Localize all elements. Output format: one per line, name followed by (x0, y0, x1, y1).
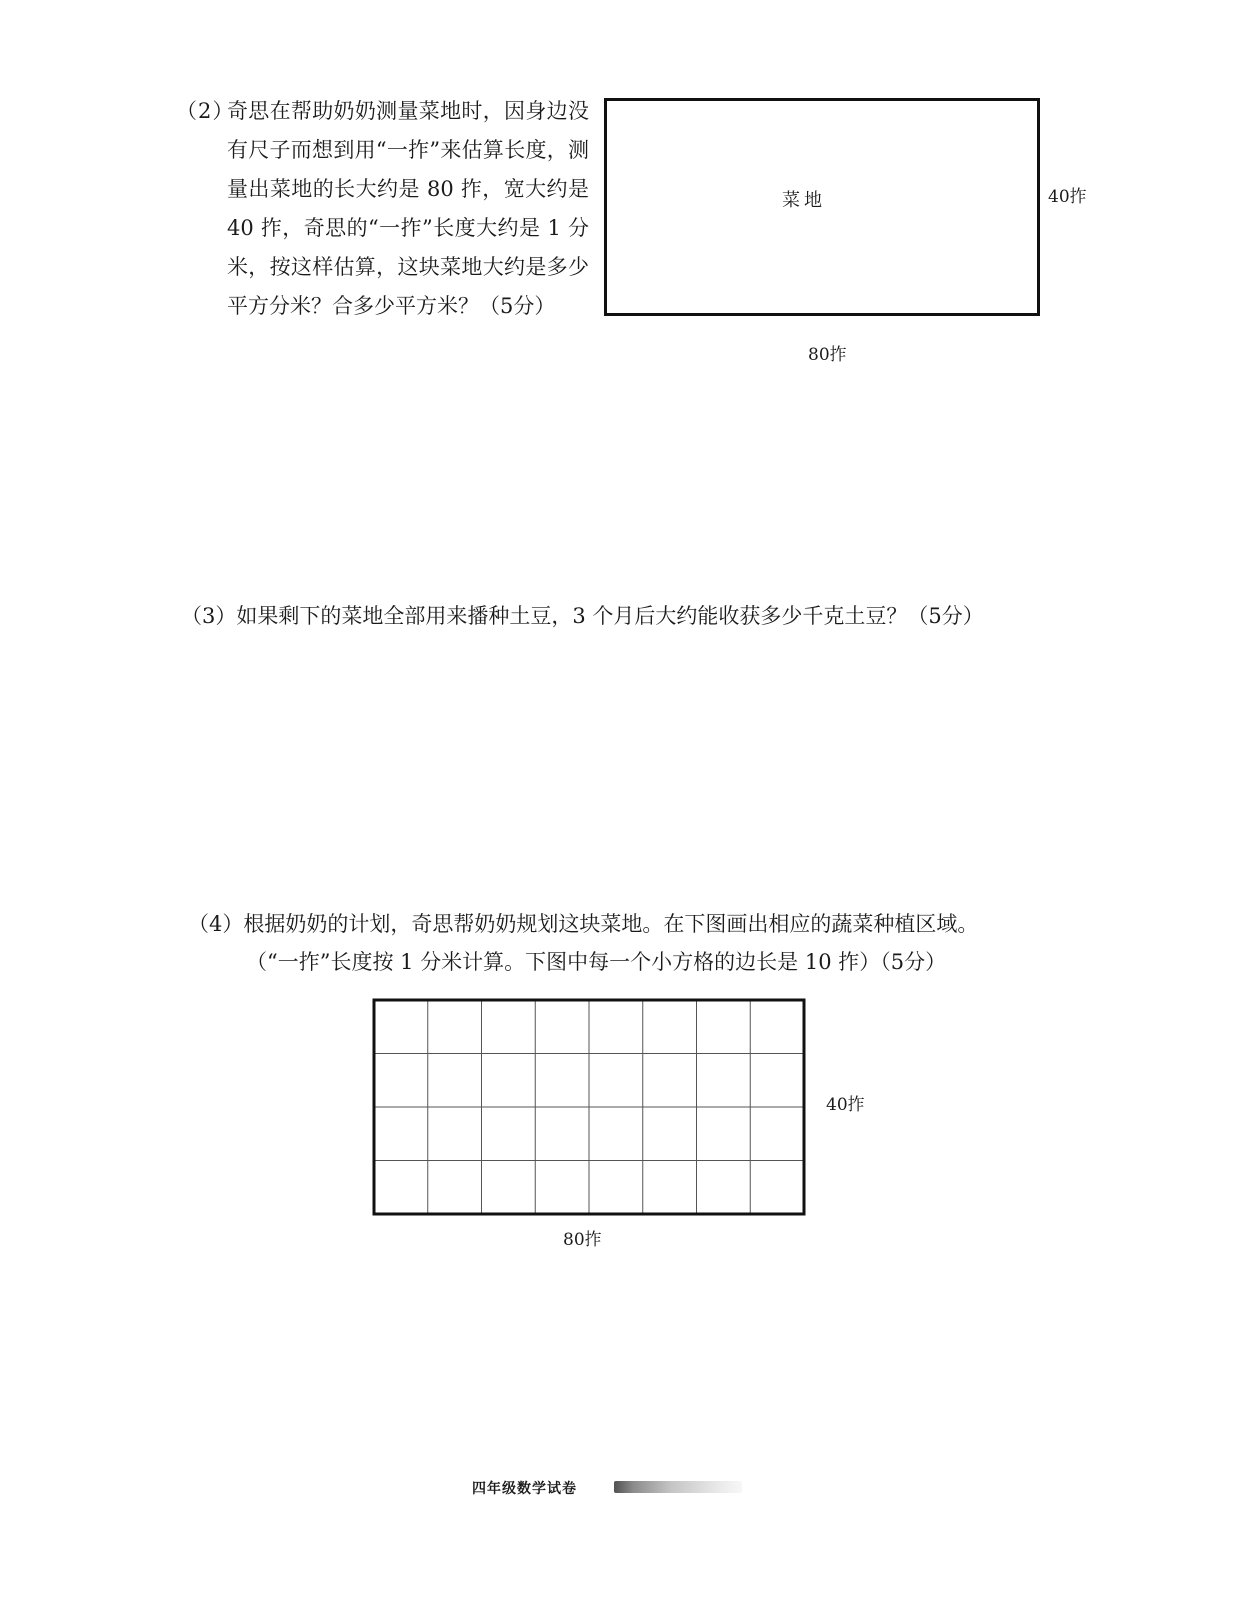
field-width-label: 40拃 (1048, 187, 1087, 207)
grid-length-label: 80拃 (563, 1230, 602, 1250)
question-2-text: 奇思在帮助奶奶测量菜地时，因身边没有尺子而想到用“一拃”来估算长度，测量出菜地的长大约是 80 拃，宽大约是 40 拃，奇思的“一拃”长度大约是 1 分米，按这样估算，这块菜地大约是多少平方分米？合多少平方米？（5分） (227, 99, 589, 318)
question-4-text: （4）根据奶奶的计划，奇思帮奶奶规划这块菜地。在下图画出相应的蔬菜种植区域。 (188, 912, 979, 936)
field-length-label: 80拃 (808, 345, 847, 365)
vegetable-field-label: 菜地 (782, 190, 826, 211)
question-4-note: （“一拃”长度按 1 分米计算。下图中每一个小方格的边长是 10 拃）（5分） (246, 950, 947, 974)
question-3-text: （3）如果剩下的菜地全部用来播种土豆，3 个月后大约能收获多少千克土豆？（5分） (181, 604, 984, 628)
grid-width-label: 40拃 (826, 1095, 865, 1115)
footer-exam-title: 四年级数学试卷 (472, 1481, 577, 1497)
planning-grid[interactable] (372, 998, 806, 1218)
footer-scan-mark (614, 1481, 742, 1493)
question-2-number: （2） (176, 99, 235, 123)
